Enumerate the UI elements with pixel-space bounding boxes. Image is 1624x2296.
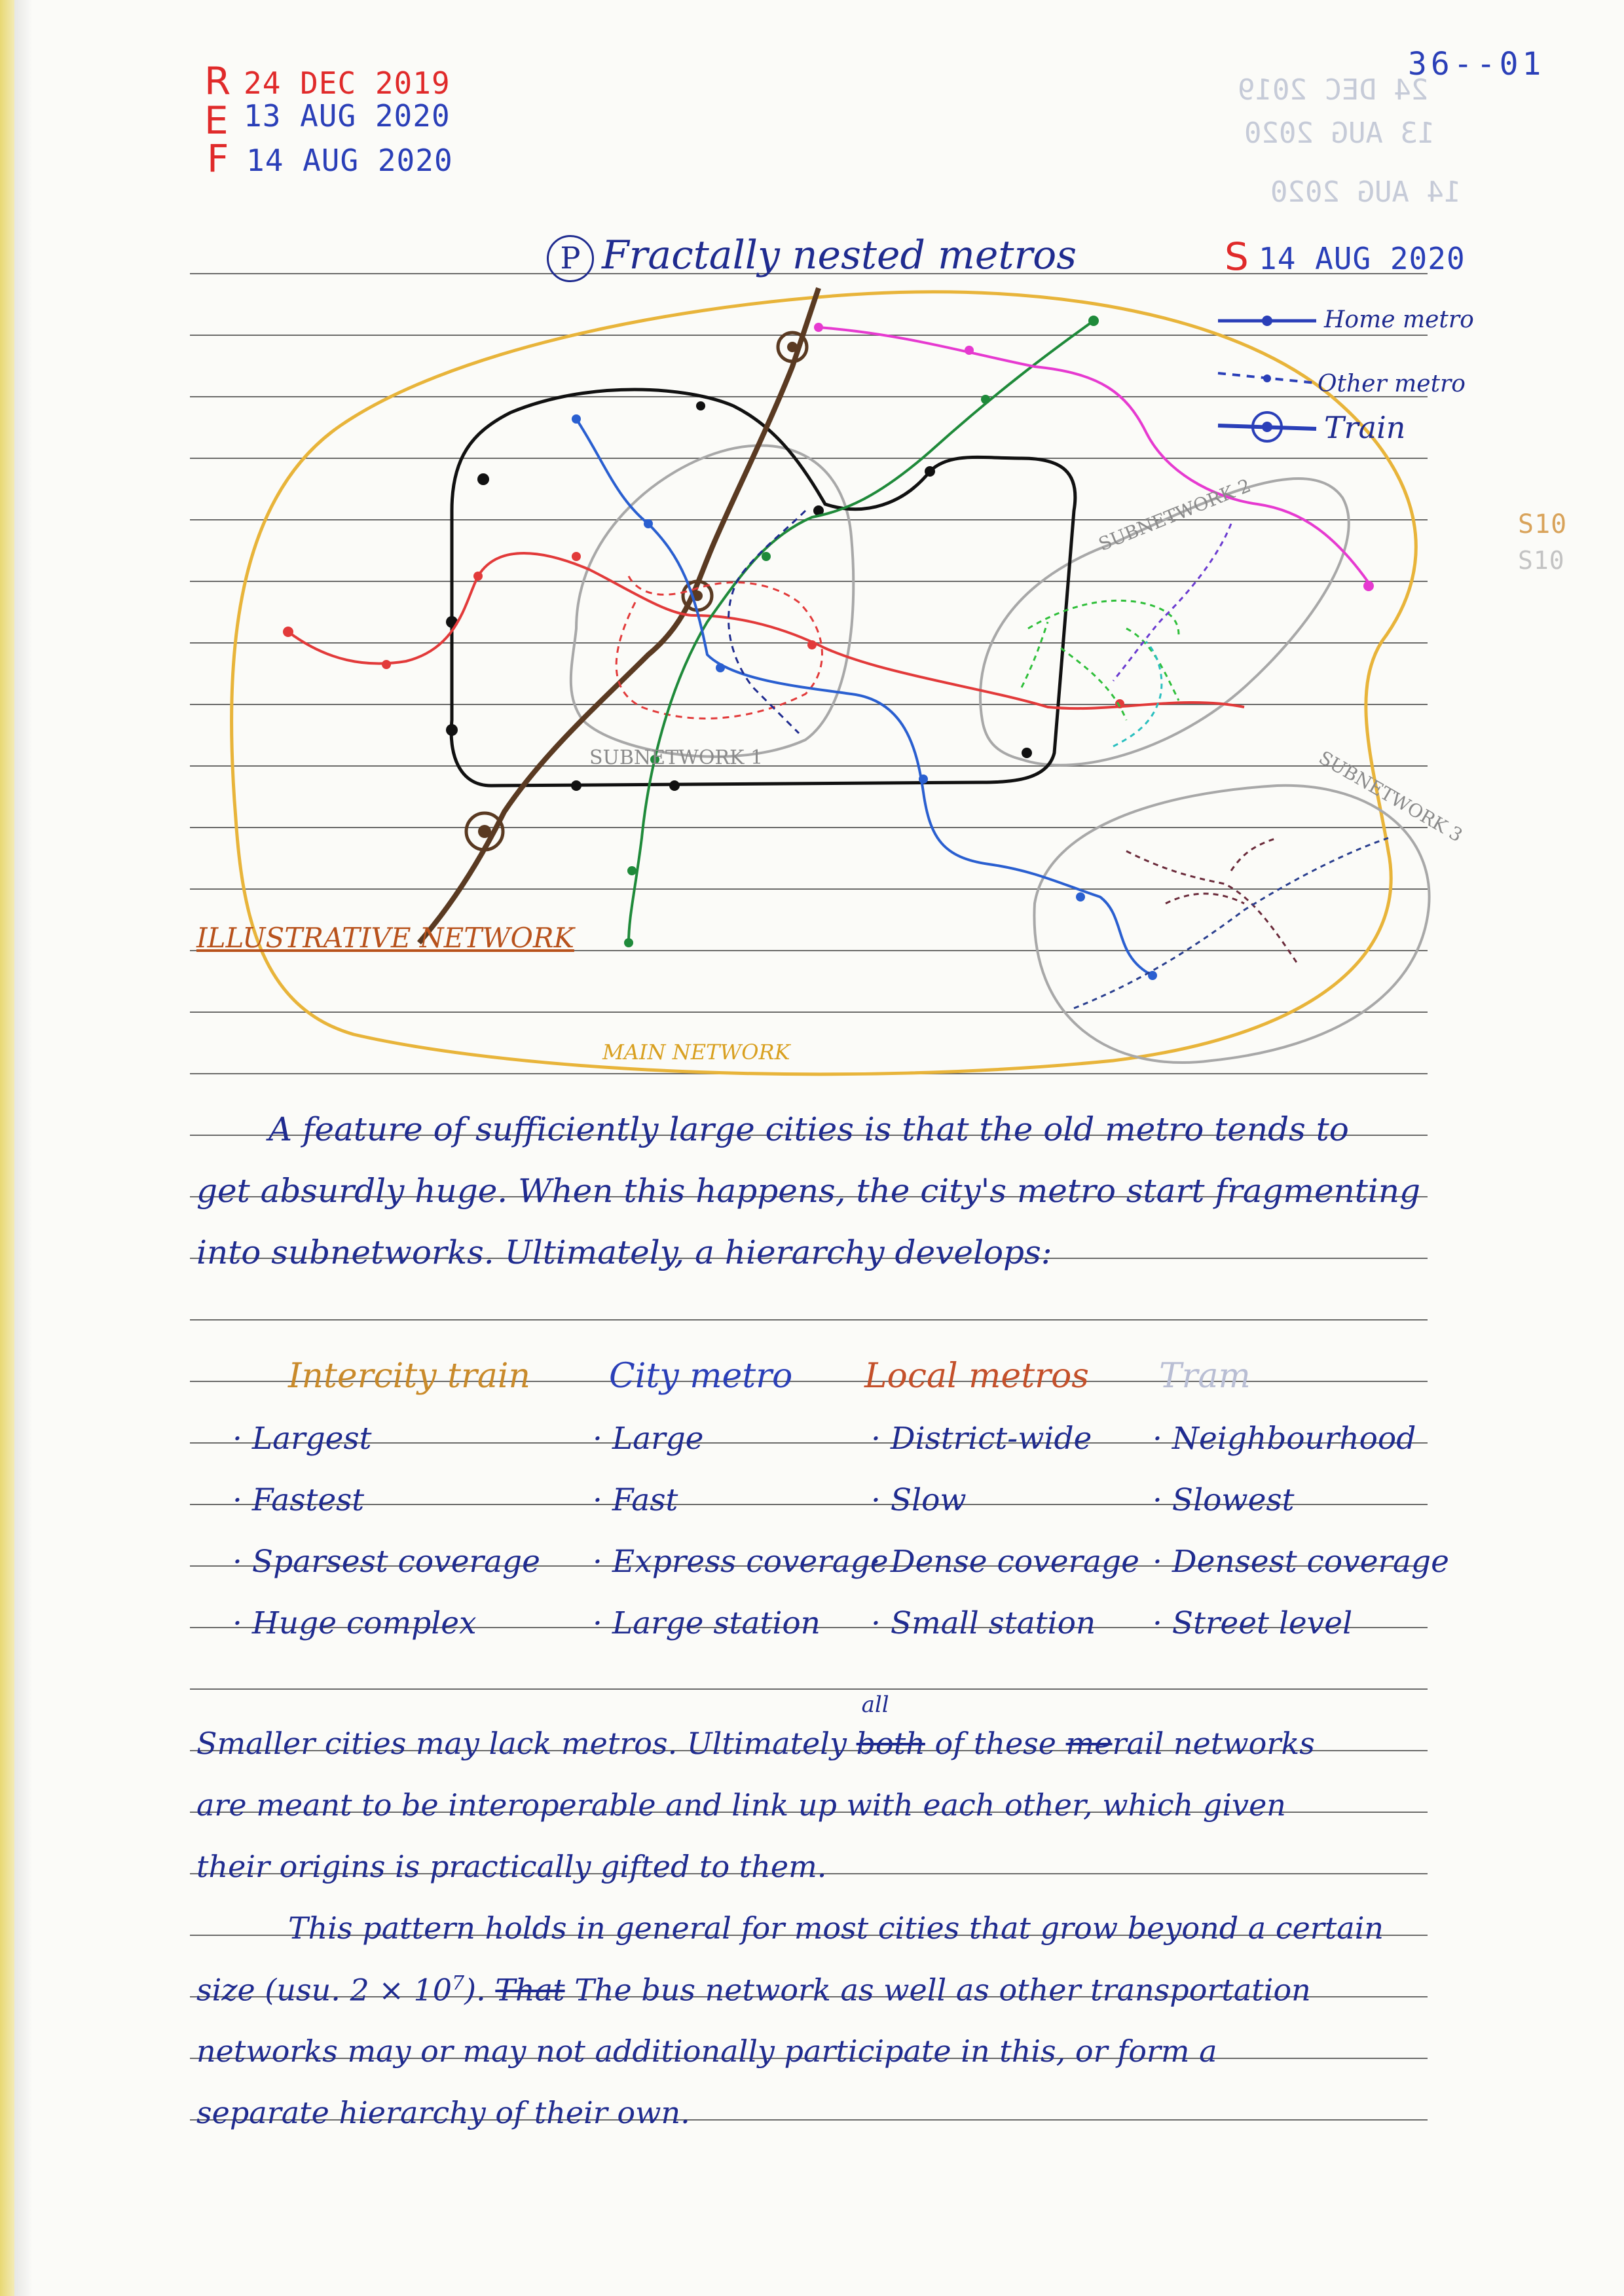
city-metro-item: · Large bbox=[593, 1421, 704, 1457]
tram-item: · Neighbourhood bbox=[1153, 1421, 1416, 1457]
scanned-date: 14 AUG 2020 bbox=[1259, 241, 1466, 276]
p3-text: The bus network as well as other transportation bbox=[574, 1972, 1311, 2008]
column-heading-local-metros: Local metros bbox=[864, 1357, 1089, 1396]
red-metro-line bbox=[288, 553, 1244, 708]
local-metro-item: · Slow bbox=[871, 1482, 967, 1518]
black-line-stations bbox=[446, 401, 1032, 791]
filed-letter: F bbox=[207, 136, 229, 181]
green-metro-line bbox=[629, 321, 1094, 943]
tram-item: · Slowest bbox=[1153, 1482, 1295, 1518]
p2-struck-word: both bbox=[856, 1726, 925, 1761]
p2-struck-fragment: me bbox=[1065, 1726, 1113, 1761]
subnetwork-3-label: SUBNETWORK 3 bbox=[1315, 746, 1467, 847]
p2-correction bbox=[856, 1692, 935, 1761]
page-code: 36--01 bbox=[1408, 46, 1545, 82]
paragraph-3-line-1: This pattern holds in general for most cities that grow beyond a certain bbox=[288, 1910, 1384, 1946]
bleed-through-stamp: 13 AUG 2020 bbox=[1244, 117, 1435, 150]
paragraph-2-line-3: their origins is practically gifted to them. bbox=[196, 1849, 827, 1884]
subnetwork-2-metro-b bbox=[1113, 642, 1162, 746]
paragraph-3-line-4: separate hierarchy of their own. bbox=[196, 2095, 690, 2130]
subnetwork-3-local-metro bbox=[1126, 838, 1297, 962]
green-line-stations bbox=[624, 316, 1099, 947]
intercity-item: · Fastest bbox=[232, 1482, 365, 1518]
subnetwork-2-label: SUBNETWORK 2 bbox=[1095, 474, 1254, 556]
column-heading-tram: Tram bbox=[1159, 1357, 1251, 1396]
black-metro-line bbox=[451, 390, 1075, 786]
p3-exponent: 7 bbox=[452, 1972, 465, 1995]
intercity-item: · Huge complex bbox=[232, 1605, 477, 1641]
column-heading-city-metro: City metro bbox=[609, 1357, 793, 1396]
paragraph-1-line-2: get absurdly huge. When this happens, the city's metro start fragmenting bbox=[196, 1172, 1421, 1210]
p2-text: of these bbox=[934, 1726, 1057, 1761]
main-network-label: MAIN NETWORK bbox=[602, 1040, 790, 1065]
margin-code: S10 bbox=[1518, 509, 1568, 539]
intercity-item: · Largest bbox=[232, 1421, 372, 1457]
map-legend bbox=[1218, 316, 1316, 441]
tram-item: · Street level bbox=[1153, 1605, 1353, 1641]
p3-text: size (usu. 2 × 10 bbox=[196, 1972, 452, 2008]
p2-text: rail networks bbox=[1112, 1726, 1315, 1761]
tram-item: · Densest coverage bbox=[1153, 1544, 1449, 1580]
subnetwork-2-local-metro bbox=[1022, 600, 1179, 720]
legend-home-metro: Home metro bbox=[1324, 306, 1474, 333]
paragraph-1-line-1: A feature of sufficiently large cities is that the old metro tends to bbox=[268, 1110, 1349, 1148]
subnetwork-3-metro-b bbox=[1074, 838, 1388, 1008]
subnetwork-1-label: SUBNETWORK 1 bbox=[589, 746, 764, 769]
intercity-item: · Sparsest coverage bbox=[232, 1544, 540, 1580]
illustrative-network-label: ILLUSTRATIVE NETWORK bbox=[196, 922, 574, 954]
p3-text: ). bbox=[464, 1972, 486, 2008]
received-date: 24 DEC 2019 bbox=[244, 65, 451, 101]
local-metro-item: · Dense coverage bbox=[871, 1544, 1139, 1580]
paragraph-2-line-2: are meant to be interoperable and link up with each other, which given bbox=[196, 1787, 1286, 1823]
received-letter: R bbox=[204, 59, 231, 103]
red-local-metro bbox=[616, 576, 822, 718]
p2-inserted-word: all bbox=[861, 1692, 889, 1718]
paragraph-2-line-1 bbox=[196, 1692, 1315, 1761]
train-line bbox=[419, 288, 819, 943]
title-text: Fractally nested metros bbox=[602, 232, 1077, 278]
paragraph-3-line-3: networks may or may not additionally participate in this, or form a bbox=[196, 2033, 1217, 2069]
legend-train: Train bbox=[1324, 410, 1406, 445]
edited-date: 13 AUG 2020 bbox=[244, 98, 451, 134]
margin-code-ghost: S10 bbox=[1518, 546, 1565, 575]
filed-date: 14 AUG 2020 bbox=[246, 143, 453, 178]
title-marker: P bbox=[547, 235, 594, 282]
city-metro-item: · Express coverage bbox=[593, 1544, 889, 1580]
bleed-through-stamp: 14 AUG 2020 bbox=[1270, 175, 1462, 209]
p3-struck-word: That bbox=[495, 1972, 565, 2008]
legend-other-metro: Other metro bbox=[1318, 371, 1466, 397]
local-metro-item: · Small station bbox=[871, 1605, 1096, 1641]
scanned-letter: S bbox=[1225, 234, 1249, 279]
paragraph-3-line-2 bbox=[196, 1972, 1311, 2007]
bleed-through-stamp: 24 DEC 2019 bbox=[1238, 73, 1429, 107]
city-metro-item: · Large station bbox=[593, 1605, 821, 1641]
city-metro-item: · Fast bbox=[593, 1482, 678, 1518]
column-heading-intercity-train: Intercity train bbox=[288, 1357, 530, 1396]
subnetwork-2-metro-a bbox=[1113, 524, 1231, 681]
local-metro-item: · District-wide bbox=[871, 1421, 1092, 1457]
edited-letter: E bbox=[204, 98, 229, 143]
p2-text: Smaller cities may lack metros. Ultimately bbox=[196, 1726, 847, 1761]
main-network-outline bbox=[232, 292, 1416, 1074]
blue-metro-line bbox=[576, 419, 1153, 975]
paragraph-1-line-3: into subnetworks. Ultimately, a hierarchy develops: bbox=[196, 1233, 1052, 1271]
subnetwork-3-outline bbox=[1034, 786, 1429, 1063]
